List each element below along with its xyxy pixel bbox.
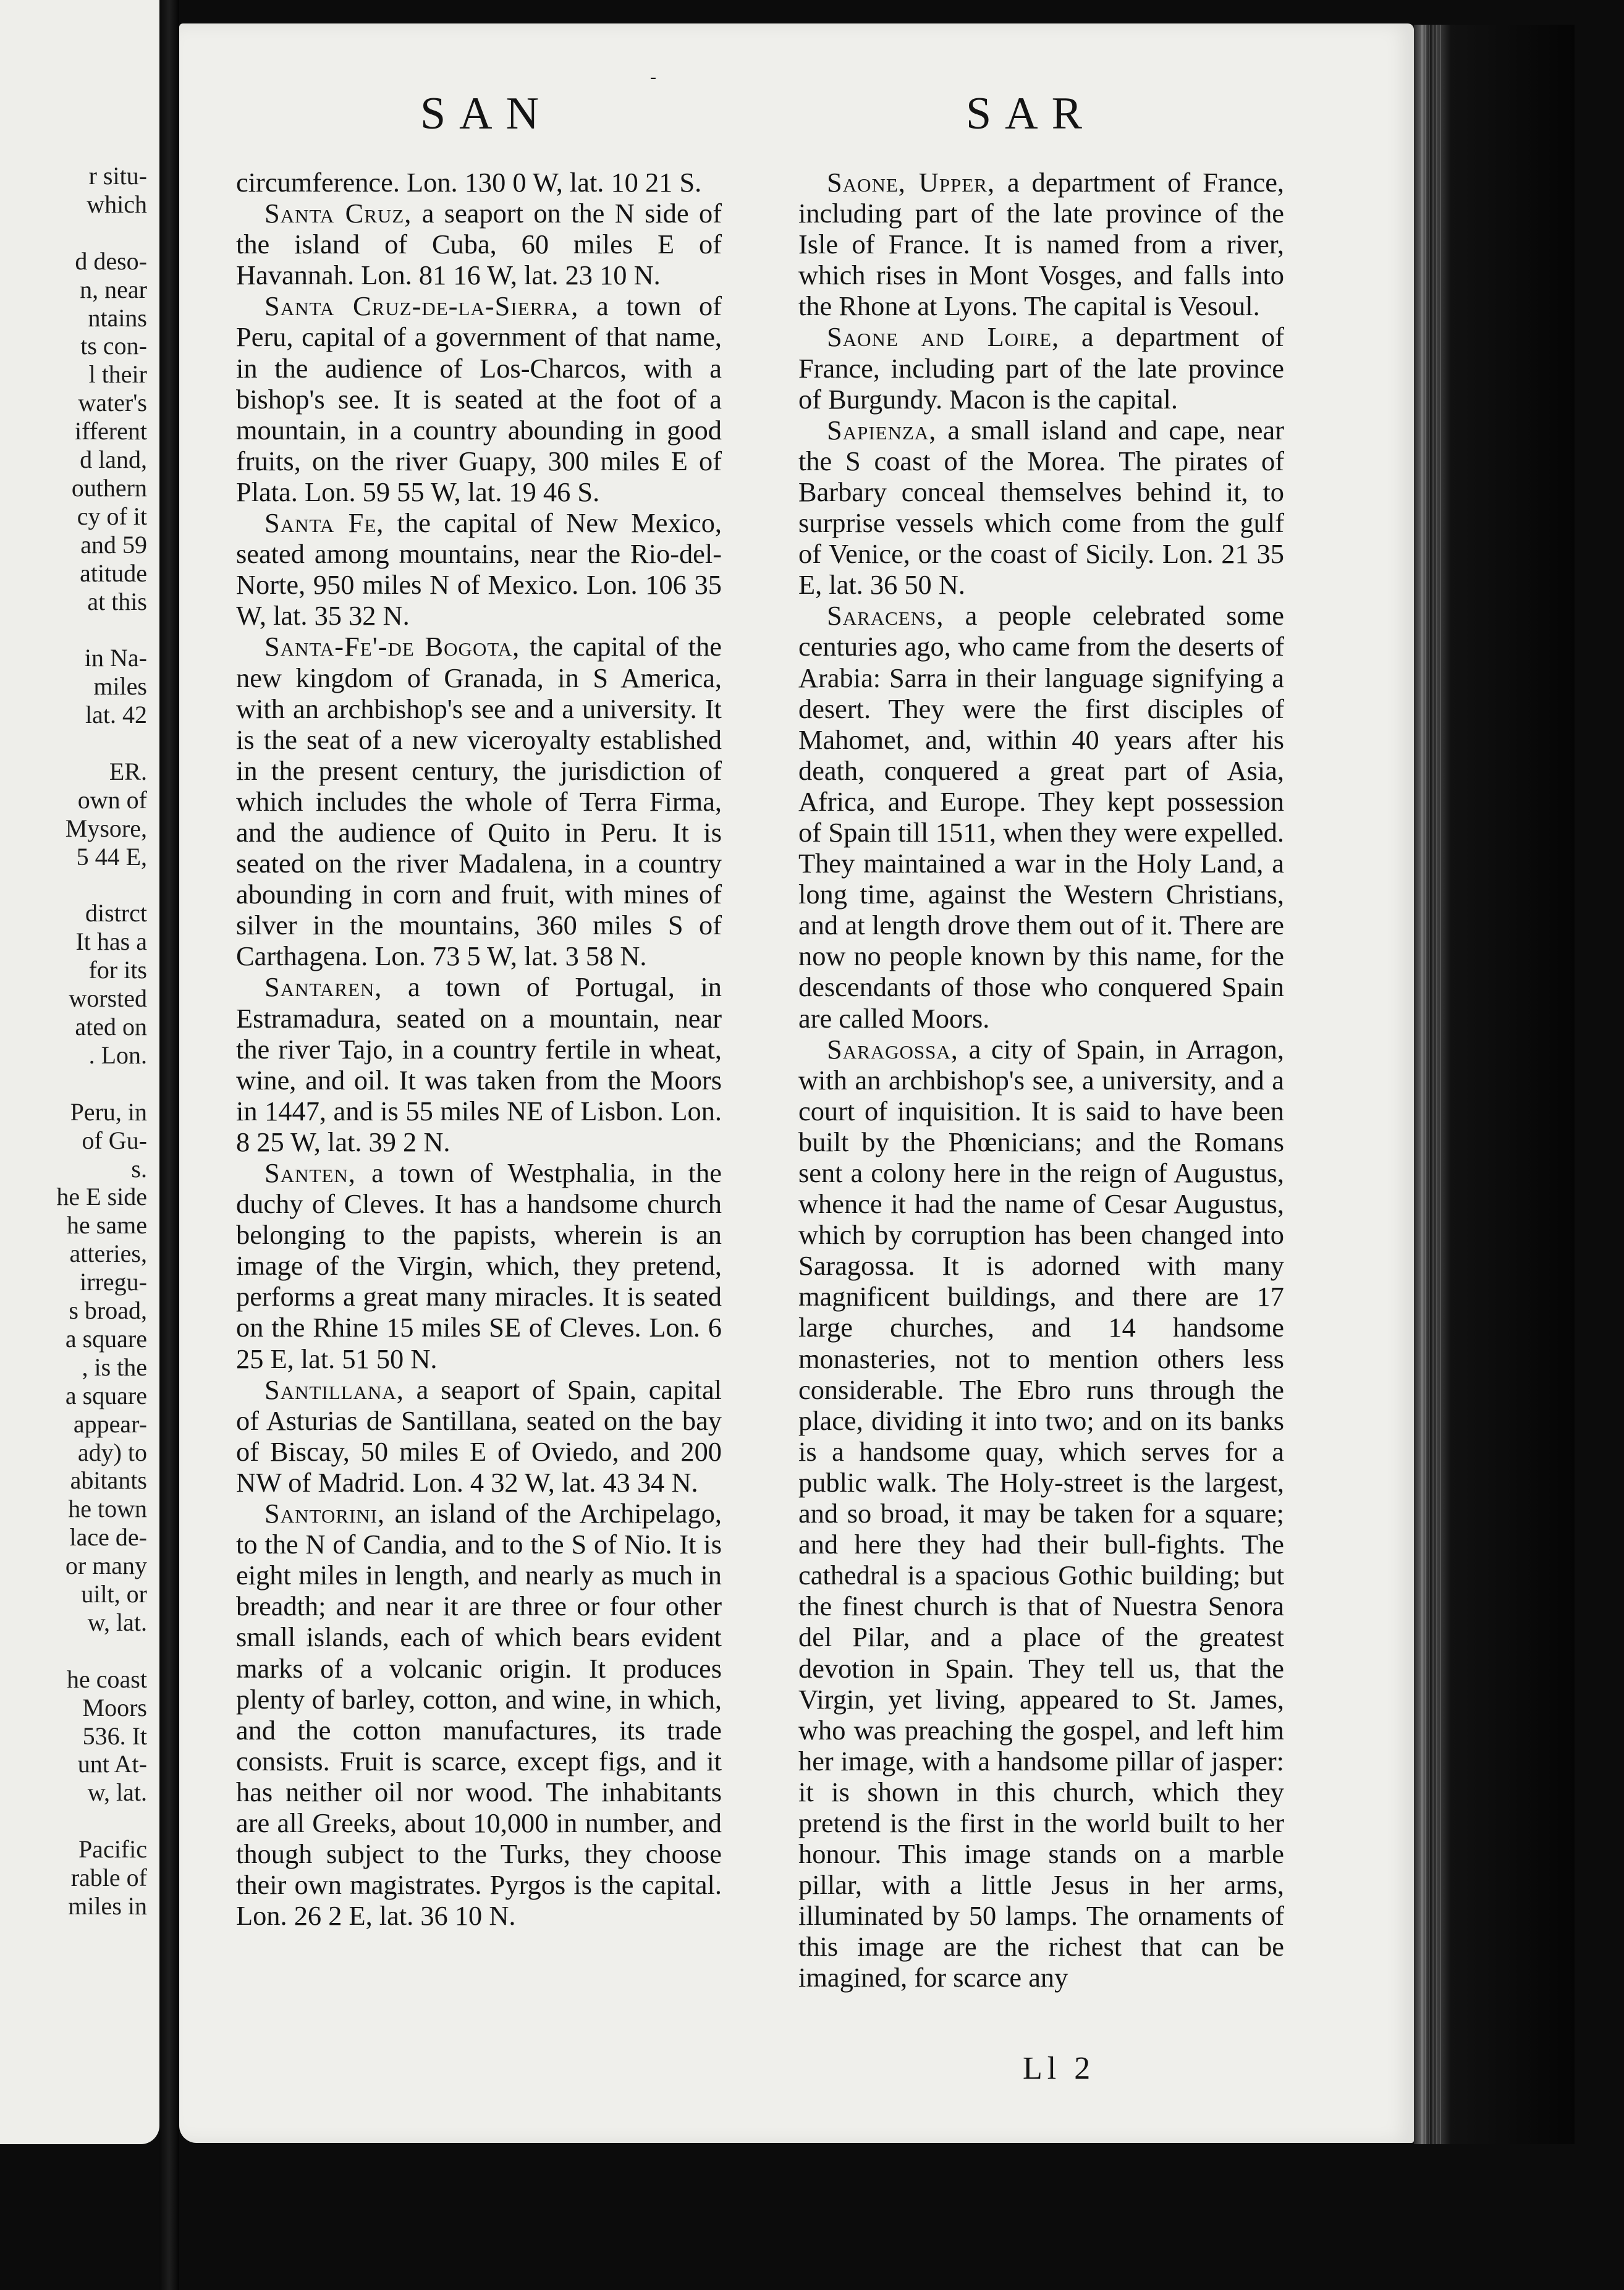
- entry-headword: Santa Cruz,: [264, 198, 412, 229]
- facing-page-line: ifferent: [75, 417, 147, 446]
- gazetteer-entry: [236, 167, 722, 198]
- facing-page-line: d land,: [80, 446, 147, 473]
- facing-page-line: cy of it: [77, 502, 147, 530]
- facing-page-line: . Lon.: [88, 1041, 147, 1069]
- entry-text: a small island and cape, near the S coast of the Morea. The pirates of Barbary conceal themselves behind it, to surprise vessels which come from the gulf of Venice, or the coast of Sicily. Lon. 21 35 E, lat. 36 50 N.: [798, 414, 1284, 601]
- facing-page-line: miles in: [68, 1891, 147, 1920]
- entry-headword: Sapienza,: [827, 414, 937, 446]
- facing-page-line: appear-: [73, 1409, 147, 1438]
- facing-page-line: Mysore,: [65, 814, 147, 842]
- gazetteer-entry: [798, 600, 1284, 1033]
- gazetteer-entry: [236, 198, 722, 290]
- facing-page-line: It has a: [75, 927, 147, 956]
- facing-page-line: worsted: [69, 984, 147, 1013]
- facing-page-line: irregu-: [80, 1268, 147, 1296]
- facing-page-line: ady) to: [77, 1438, 147, 1466]
- facing-page-line: 5 44 E,: [76, 842, 147, 871]
- entry-text: a seaport of Spain, capital of Asturias de Santillana, seated on the bay of Biscay, 50 miles E of Oviedo, and 200 NW of Madrid. Lon. 4 32 W, lat. 43 34 N.: [236, 1374, 722, 1498]
- facing-page-line: 536. It: [82, 1722, 147, 1750]
- entry-headword: Santa Fe,: [264, 507, 384, 539]
- entry-headword: Santen,: [264, 1157, 356, 1188]
- facing-page-line: unt At-: [77, 1750, 147, 1778]
- gazetteer-entry: [236, 631, 722, 971]
- entry-headword: Saone, Upper,: [827, 167, 996, 198]
- facing-page-line: he E side: [56, 1183, 147, 1211]
- facing-page-line: miles: [93, 672, 147, 701]
- facing-page-line: n, near: [80, 275, 147, 303]
- facing-page-line: at this: [87, 587, 147, 615]
- entry-text: a city of Spain, in Arragon, with an archbishop's see, a university, and a court of inquisition. It is said to have been built by the Phœnicians; and the Romans sent a colony here in the reign of Augustus, whence it had the name of Cesar Augustus, which by corruption has been changed into Saragossa. It is adorned with many magnificent buildings, and there are 17 large churches, and 14 handsome monasteries, not to mention others less considerable. The Ebro runs through the place, dividing it into two; and on its banks is a handsome quay, which serves for a public walk. The Holy-street is the largest, and so broad, it may be taken for a square; and here they had their bull-fights. The cathedral is a spacious Gothic building; but the finest church is that of Nuestra Senora del Pilar, and a place of the greatest devotion in Spain. They tell us, that the Virgin, yet living, appeared to St. James, who was preaching the gospel, and left him her image, with a handsome pillar of jasper: it is shown in this church, which they pretend is the first in the world built to her honour. This image stands on a marble pillar, with a little Jesus in her arms, illuminated by 50 lamps. The ornaments of this image are the richest that can be imagined, for scarce any: [798, 1033, 1284, 1993]
- facing-page-fragment: [0, 0, 159, 2144]
- facing-page-line: in Na-: [84, 644, 147, 672]
- facing-page-line: ated on: [75, 1013, 147, 1041]
- gazetteer-entry: [236, 1498, 722, 1931]
- entry-headword: Santa-Fe'-de Bogota,: [264, 631, 520, 662]
- facing-page-line: atteries,: [69, 1240, 147, 1268]
- entry-headword: Saone and Loire,: [827, 321, 1060, 353]
- facing-page-line: and 59: [80, 530, 147, 559]
- entry-text: a town of Peru, capital of a government of that name, in the audience of Los-Charcos, with a bishop's see. It is seated at the foot of a mountain, in a country abounding in good fruits, on the river Guapy, 300 miles E of Plata. Lon. 59 55 W, lat. 19 46 S.: [236, 290, 722, 507]
- book-gutter: [159, 0, 179, 2290]
- facing-page-line: uilt, or: [81, 1580, 147, 1608]
- left-column: [236, 167, 722, 1931]
- entry-headword: Saracens,: [827, 600, 944, 632]
- page-edge-lines: [1421, 25, 1444, 2144]
- gazetteer-entry: [798, 415, 1284, 601]
- entry-headword: Santillana,: [264, 1374, 404, 1405]
- facing-page-line: which: [87, 190, 147, 218]
- facing-page-line: Peru, in: [70, 1097, 147, 1126]
- facing-page-line: distrct: [85, 899, 147, 927]
- entry-text: a seaport on the N side of the island of Cuba, 60 miles E of Havannah. Lon. 81 16 W, lat. 23 10 N.: [236, 198, 722, 291]
- facing-page-line: w, lat.: [87, 1608, 147, 1636]
- facing-page-line: outhern: [71, 473, 147, 502]
- facing-page-line: a square: [65, 1324, 147, 1353]
- entry-text: the capital of New Mexico, seated among mountains, near the Rio-del-Norte, 950 miles N of Mexico. Lon. 106 35 W, lat. 35 32 N.: [236, 507, 722, 632]
- facing-page-line: atitude: [80, 559, 147, 587]
- facing-page-line: abitants: [70, 1466, 147, 1495]
- facing-page-line: or many: [65, 1552, 147, 1580]
- facing-page-line: water's: [78, 389, 147, 417]
- facing-page-line: he same: [67, 1211, 147, 1240]
- facing-page-line: s.: [131, 1154, 147, 1183]
- facing-page-line: for its: [88, 956, 147, 984]
- gazetteer-entry: [236, 1157, 722, 1374]
- gazetteer-entry: [798, 321, 1284, 414]
- facing-page-line: s broad,: [69, 1296, 147, 1324]
- facing-page-line: ntains: [88, 303, 147, 332]
- running-head-right: SAR: [966, 88, 1096, 139]
- entry-text: circumference. Lon. 130 0 W, lat. 10 21 S.: [236, 167, 702, 198]
- gazetteer-entry: [236, 971, 722, 1157]
- facing-page-line: , is the: [82, 1353, 147, 1381]
- facing-page-line: ER.: [109, 757, 147, 785]
- facing-page-line: he town: [68, 1495, 147, 1523]
- facing-page-line: l their: [88, 360, 147, 389]
- facing-page-line: he coast: [67, 1665, 147, 1693]
- entry-text: a town of Portugal, in Estramadura, seated on a mountain, near the river Tajo, in a country fertile in wheat, wine, and oil. It was taken from the Moors in 1447, and is 55 miles NE of Lisbon. Lon. 8 25 W, lat. 39 2 N.: [236, 971, 722, 1157]
- entry-headword: Santorini,: [264, 1498, 386, 1529]
- gazetteer-entry: [798, 167, 1284, 321]
- gazetteer-entry: [236, 290, 722, 507]
- facing-page-line: lat. 42: [85, 701, 147, 729]
- entry-text: a department of France, including part of the late province of the Isle of France. It is named from a river, which rises in Mont Vosges, and falls into the Rhone at Lyons. The capital is Vesoul.: [798, 167, 1284, 322]
- facing-page-line: d deso-: [75, 247, 147, 275]
- right-column: [798, 167, 1284, 1993]
- facing-page-line: a square: [65, 1381, 147, 1409]
- facing-page-line: lace de-: [69, 1523, 147, 1552]
- gazetteer-entry: [236, 1374, 722, 1498]
- facing-page-line: r situ-: [88, 162, 147, 190]
- entry-text: a people celebrated some centuries ago, who came from the deserts of Arabia: Sarra in their language signifying a desert. They were the first disciples of Mahomet, and, within 40 years after his death, conquered a great part of Asia, Africa, and Europe. They kept possession of Spain till 1511, when they were expelled. They maintained a war in the Holy Land, a long time, against the Western Christians, and at length drove them out of it. There are now no people known by this name, for the descendants of those who conquered Spain are called Moors.: [798, 600, 1284, 1034]
- entry-headword: Saragossa,: [827, 1033, 958, 1065]
- entry-text: an island of the Archipelago, to the N of Candia, and to the S of Nio. It is eight miles in length, and nearly as much in breadth; and near it are three or four other small islands, each of which bears evident marks of a volcanic origin. It produces plenty of barley, cotton, and wine, in which, and the cotton manufactures, its trade consists. Fruit is scarce, except figs, and it has neither oil nor wood. The inhabitants are all Greeks, about 10,000 in number, and though subject to the Turks, they choose their own magistrates. Pyrgos is the capital. Lon. 26 2 E, lat. 36 10 N.: [236, 1498, 722, 1932]
- facing-page-line: of Gu-: [82, 1126, 147, 1154]
- entry-text: a town of Westphalia, in the duchy of Cleves. It has a handsome church belonging to the papists, wherein is an image of the Virgin, which, they pretend, performs a great many miracles. It is seated on the Rhine 15 miles SE of Cleves. Lon. 6 25 E, lat. 51 50 N.: [236, 1157, 722, 1374]
- facing-page-line: Moors: [82, 1693, 147, 1722]
- facing-page-line: ts con-: [80, 332, 147, 360]
- gazetteer-entry: [236, 507, 722, 631]
- entry-text: a department of France, including part of the late province of Burgundy. Macon is the capital.: [798, 321, 1284, 415]
- entry-text: the capital of the new kingdom of Granada, in S America, with an archbishop's see and a university. It is the seat of a new viceroyalty established in the present century, the jurisdiction of which includes the whole of Terra Firma, and the audience of Quito in Peru. It is seated on the river Madalena, in a country abounding in corn and fruit, with mines of silver in the mountains, 360 miles S of Carthagena. Lon. 73 5 W, lat. 3 58 N.: [236, 631, 722, 972]
- facing-page-line: rable of: [70, 1864, 147, 1891]
- facing-page-line: w, lat.: [87, 1778, 147, 1807]
- entry-headword: Santa Cruz-de-la-Sierra,: [264, 290, 579, 322]
- signature-mark: Ll 2: [1023, 2051, 1096, 2086]
- printer-mark: -: [650, 67, 656, 87]
- facing-page-line: own of: [77, 785, 147, 814]
- facing-page-line: Pacific: [78, 1835, 147, 1864]
- entry-headword: Santaren,: [264, 971, 383, 1003]
- running-head-left: SAN: [420, 88, 553, 139]
- gazetteer-entry: [798, 1034, 1284, 1993]
